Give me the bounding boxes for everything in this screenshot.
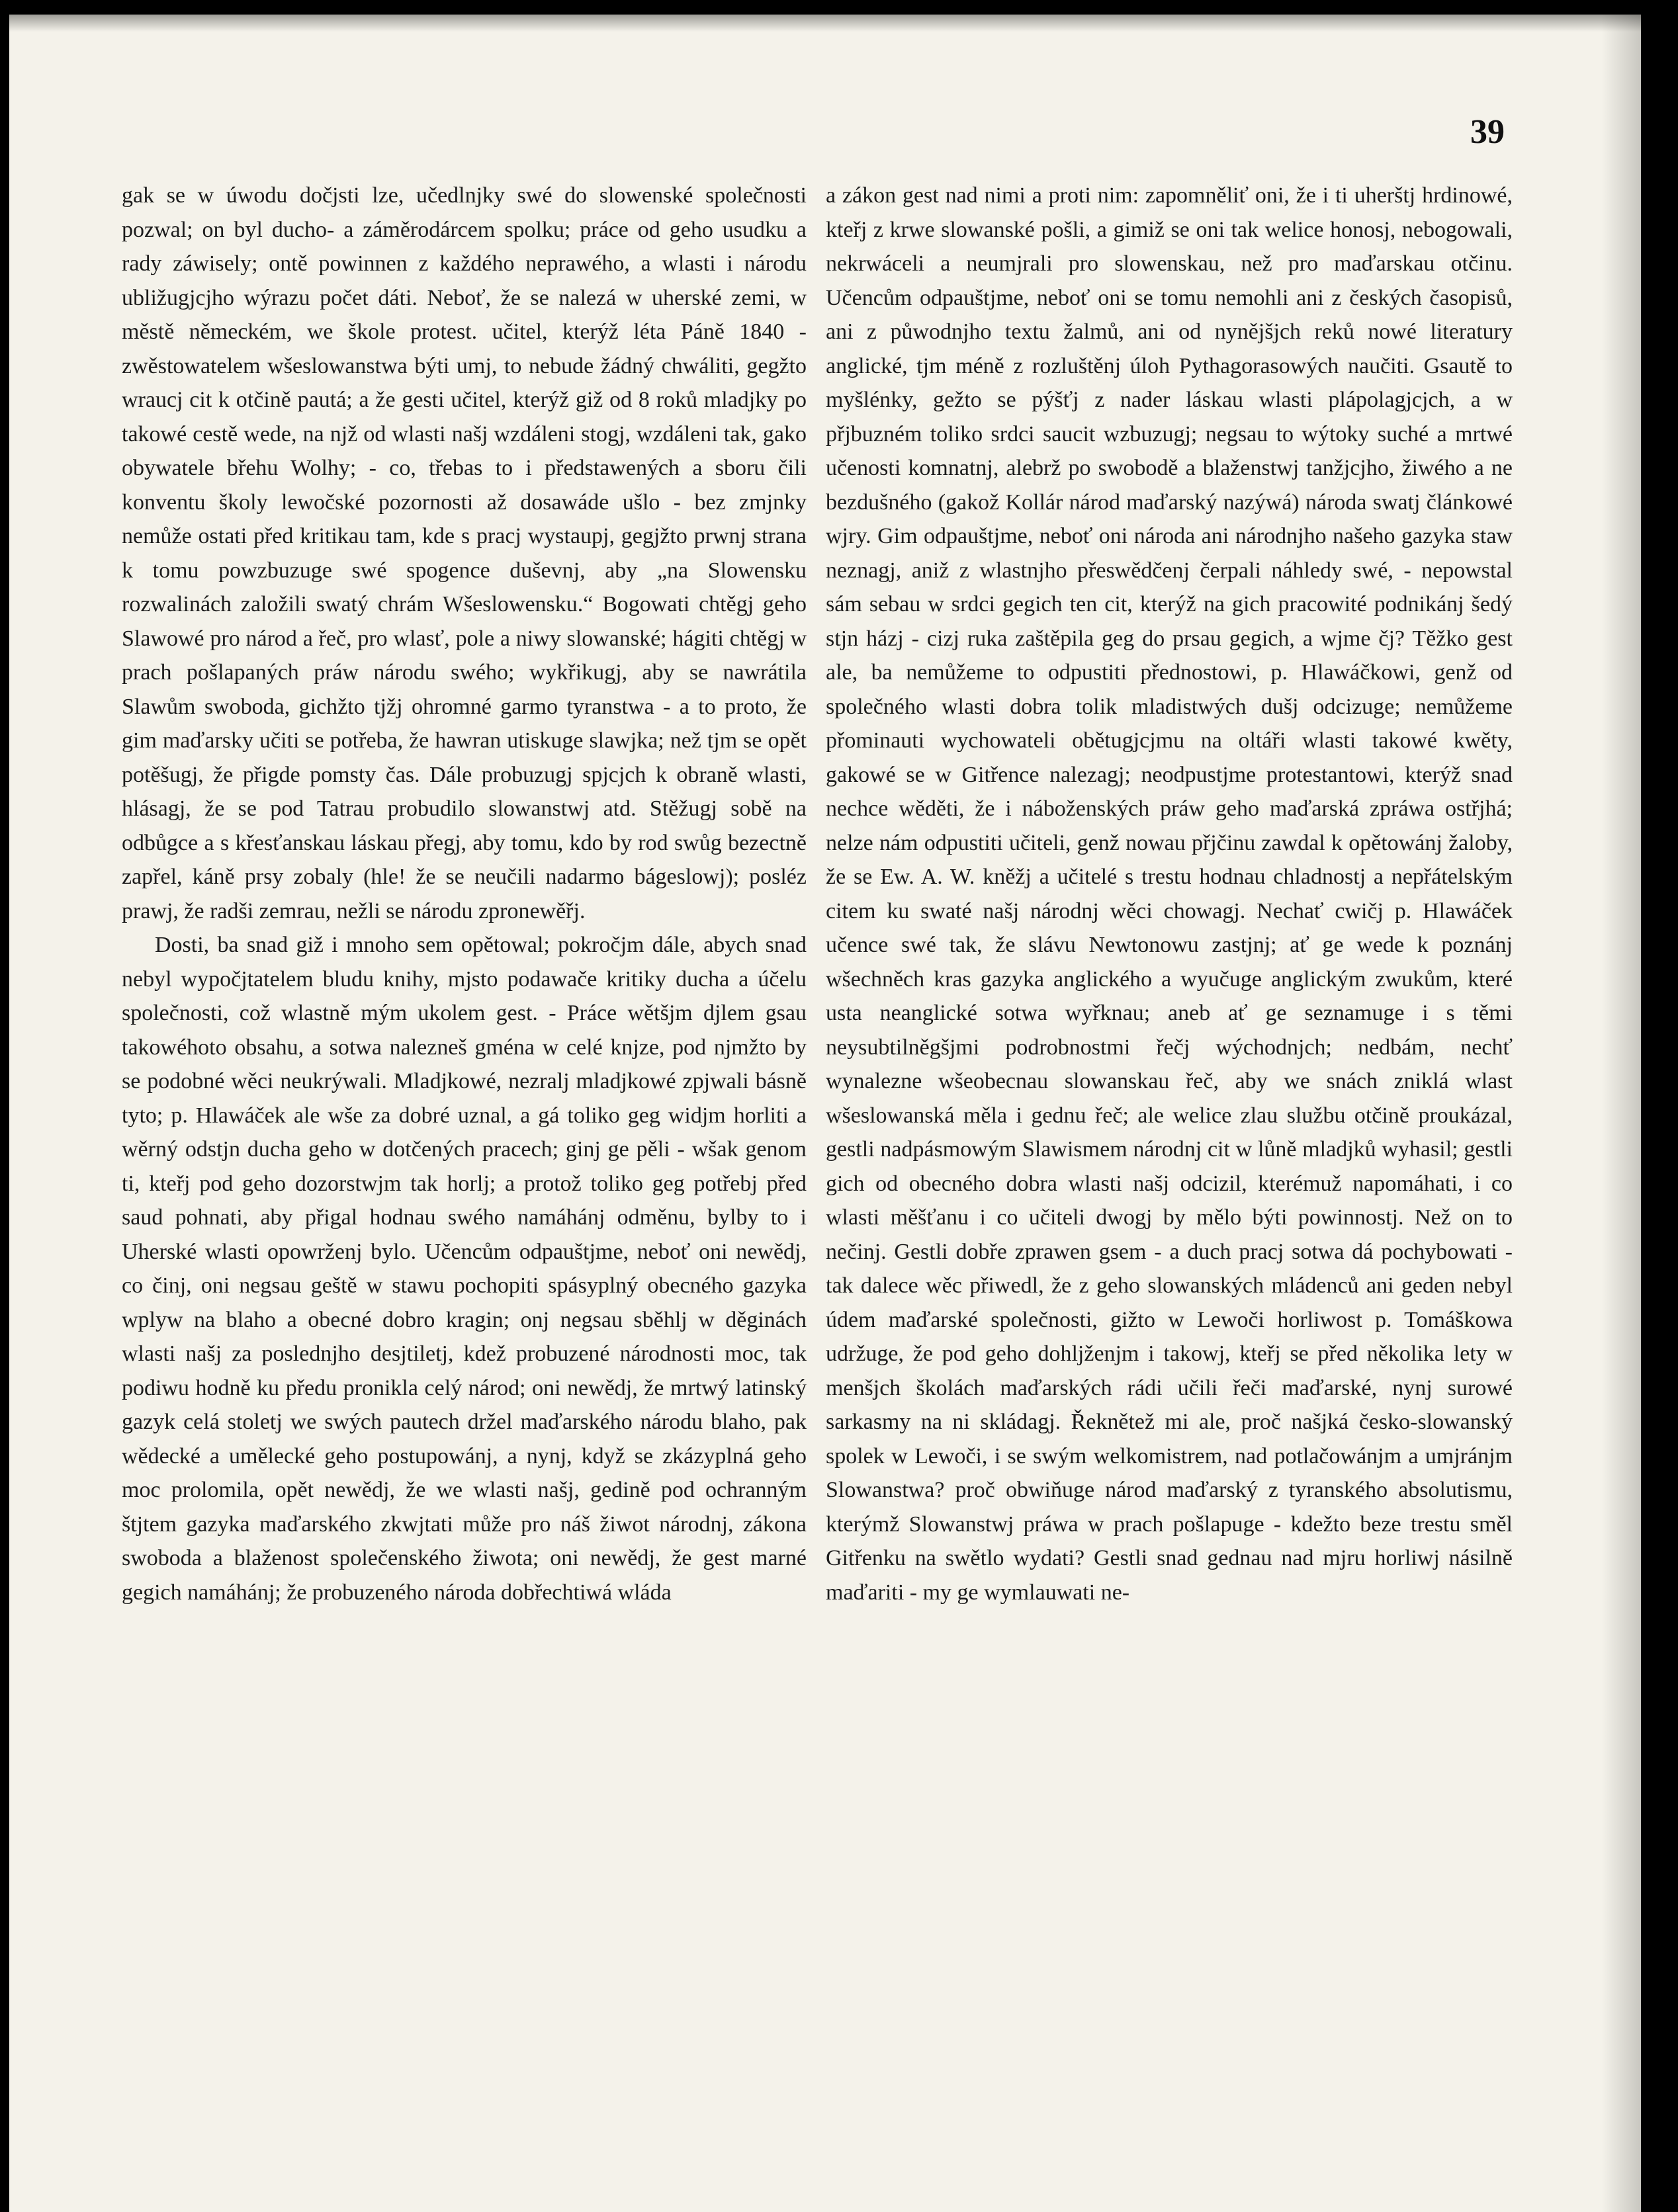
left-paragraph-2: Dosti, ba snad giž i mnoho sem opětowal; pokročjm dále, abych snad nebyl wypočjtatelem bludu knihy, mjsto podawače kritiky ducha a účelu společnosti, což wlastně mým ukolem gest. - Práce wětšjm djlem gsau takowéhoto obsahu, a sotwa nalezneš gména w celé knjze, pod njmžto by se podobné wěci neukrýwali. Mladjkowé, nezralj mladjkowé zpjwali básně tyto; p. Hlawáček ale wše za dobré uznal, a gá toliko geg widjm horliti a wěrný odstjn ducha geho w dotčených pracech; ginj ge pěli - wšak genom ti, kteřj pod geho dozorstwjm tak horlj; a protož toliko geg potřebj před saud pohnati, aby přigal hodnau swého namáhánj odměnu, bylby to i Uherské wlasti opowrženj bylo. Učencům odpauštjme, neboť oni newědj, co činj, oni negsau geště w stawu pochopiti spásyplný obecného gazyka wplyw na blaho a obecné dobro kragin; onj negsau sběhlj w děginách wlasti našj za poslednjho desjtiletj, kdež probuzené národnosti moc, tak podiwu hodně ku předu pronikla celý národ; oni newědj, že mrtwý latinský gazyk celá stoletj we swých pautech držel maďarského národu blaho, pak wědecké a umělecké geho postupowánj, a nynj, když se zkázyplná geho moc prolomila, opět newědj, že we wlasti našj, gedině pod ochranným štjtem gazyka maďarského zkwjtati může pro náš žiwot národnj, zákona swoboda a blaženost společenského žiwota; oni newědj, že gest marné gegich namáhánj; že probuzeného národa dobřechtiwá wláda xyxy=(122,933,807,1605)
page-number: 39 xyxy=(1470,113,1505,151)
left-paragraph-1: gak se w úwodu dočjsti lze, učedlnjky swé do slowenské společnosti pozwal; on byl ducho- a záměrodárcem spolku; práce od geho usudku a rady záwisely; ontě powinnen z každého neprawého, a wlasti i národu ubližugjcjho wýrazu počet dáti. Neboť, že se nalezá w uherské zemi, w městě německém, we škole protest. učitel, kterýž léta Páně 1840 - zwěstowatelem wšeslowanstwa býti umj, to nebude žádný chwáliti, gegžto wraucj cit k otčině pautá; a že gesti učitel, kterýž giž od 8 roků mladjky po takowé cestě wede, na njž od wlasti našj wzdáleni stogj, wzdáleni tak, gako obywatele břehu Wolhy; - co, třebas to i předstawených a sboru čili konventu školy lewočské pozornosti až dosawáde ušlo - bez zmjnky nemůže ostati před kritikau tam, kde s pracj wystaupj, gegjžto prwnj strana k tomu powzbuzuge swé spogence duševnj, aby „na Slowensku rozwalinách založili swatý chrám Wšeslowensku.“ Bogowati chtěgj geho Slawowé pro národ a řeč, pro wlasť, pole a niwy slowanské; hágiti chtěgj w prach pošlapaných práw národu swého; wykřikugj, aby se nawrátila Slawům swoboda, gichžto tjžj ohromné garmo tyranstwa - a to proto, že gim maďarsky učiti se potřeba, že hawran utiskuge slawjka; než tjm se opět potěšugj, že přigde pomsty čas. Dále probuzugj spjcjch k obraně wlasti, hlásagj, že se pod Tatrau probudilo slowanstwj atd. Stěžugj sobě na odbůgce a s křesťanskau láskau přegj, aby tomu, kdo by rod swůg bezectně zapřel, káně prsy zobaly (hle! že se neučili nadarmo bágeslowj); posléz prawj, že radši zemrau, nežli se národu zpronewěřj. xyxy=(122,183,807,923)
scanned-page xyxy=(9,15,1641,2212)
scan-top-shadow xyxy=(9,15,1641,32)
page-edge-shadow xyxy=(1601,15,1641,2212)
right-paragraph-1: a zákon gest nad nimi a proti nim: zapomněliť oni, že i ti uherštj hrdinowé, kteřj z krwe slowanské pošli, a gimiž se oni tak welice honosj, nebogowali, nekrwáceli a neumjrali pro slowenskau, než pro maďarskau otčinu. Učencům odpauštjme, neboť oni se tomu nemohli ani z českých časopisů, ani z půwodnjho textu žalmů, ani od nynějšjch reků nowé literatury anglické, tjm méně z rozluštěnj úloh Pythagorasowých naučiti. Gsautě to myšlénky, gežto se pýšťj z nader láskau wlasti plápolagjcjch, a w přjbuzném toliko srdci saucit wzbuzugj; negsau to wýtoky suché a mrtwé učenosti komnatnj, alebrž po swobodě a blaženstwj tanžjcjho, žiwého a ne bezdušného (gakož Kollár národ maďarský nazýwá) národa swatj článkowé wjry. Gim odpauštjme, neboť oni národa ani národnjho našeho gazyka staw neznagj, aniž z wlastnjho přeswědčenj čerpali náhledy swé, - nepowstal sám sebau w srdci gegich ten cit, kterýž na gich pracowité podnikánj šedý stjn házj - cizj ruka zaštěpila geg do prsau gegich, a wjme čj? Těžko gest ale, ba nemůžeme to odpustiti přednostowi, p. Hlawáčkowi, genž od společného wlasti dobra tolik mladistwých dušj odcizuge; nemůžeme přominauti wychowateli obětugjcjmu na oltáři wlasti takowé kwěty, gakowé se w Gitřence nalezagj; neodpustjme protestantowi, kterýž snad nechce wěděti, že i náboženských práw geho maďarská zpráwa ostřjhá; nelze nám odpustiti učiteli, genž nowau přjčinu zawdal k opětowánj žaloby, že se Ew. A. W. kněžj a učitelé s trestu hodnau chladnostj a nepřátelským citem ku swaté našj národnj wěci chowagj. Nechať cwičj p. Hlawáček učence swé tak, že slávu Newtonowu zastjnj; ať ge wede k poznánj wšechněch kras gazyka anglického a wyučuge anglickým zwukům, které usta neanglické sotwa wyřknau; aneb ať ge seznamuge i s těmi neysubtilněgšjmi podrobnostmi řečj wýchodnjch; nedbám, nechť wynalezne wšeobecnau slowanskau řeč, aby we snách zniklá wlast wšeslowanská měla i gednu řeč; ale welice zlau službu otčině proukázal, gestli nadpásmowým Slawismem národnj cit w lůně mladjků wyhasil; gestli gich od obecného dobra wlasti našj odcizil, kterémuž napomáhati, i co wlasti měšťanu i co učiteli dwogj by mělo býti powinnostj. Než on to nečinj. Gestli dobře zprawen gsem - a duch pracj sotwa dá pochybowati - tak dalece wěc přiwedl, že z geho slowanských mládenců ani geden nebyl údem maďarské společnosti, gižto w Lewoči horliwost p. Tomáškowa udržuge, že pod geho dohljženjm i takowj, kteřj se před několika lety w menšjch školách maďarských rádi učili řeči maďarské, nynj surowé sarkasmy na ni skládagj. Řeknětež mi ale, proč našjká česko-slowanský spolek w Lewoči, i se swým welkomistrem, nad potlačowánjm a umjránjm Slowanstwa? proč obwiňuge národ maďarský z tyranského absolutismu, kterýmž Slowanstwj práwa w prach pošlapuge - kdežto beze trestu směl Gitřenku na swětlo wydati? Gestli snad gednau nad mjru horliwj násilně maďariti - my ge wymlauwati ne- xyxy=(826,183,1513,1605)
left-text-column xyxy=(122,179,807,2176)
right-text-column xyxy=(826,179,1513,2176)
